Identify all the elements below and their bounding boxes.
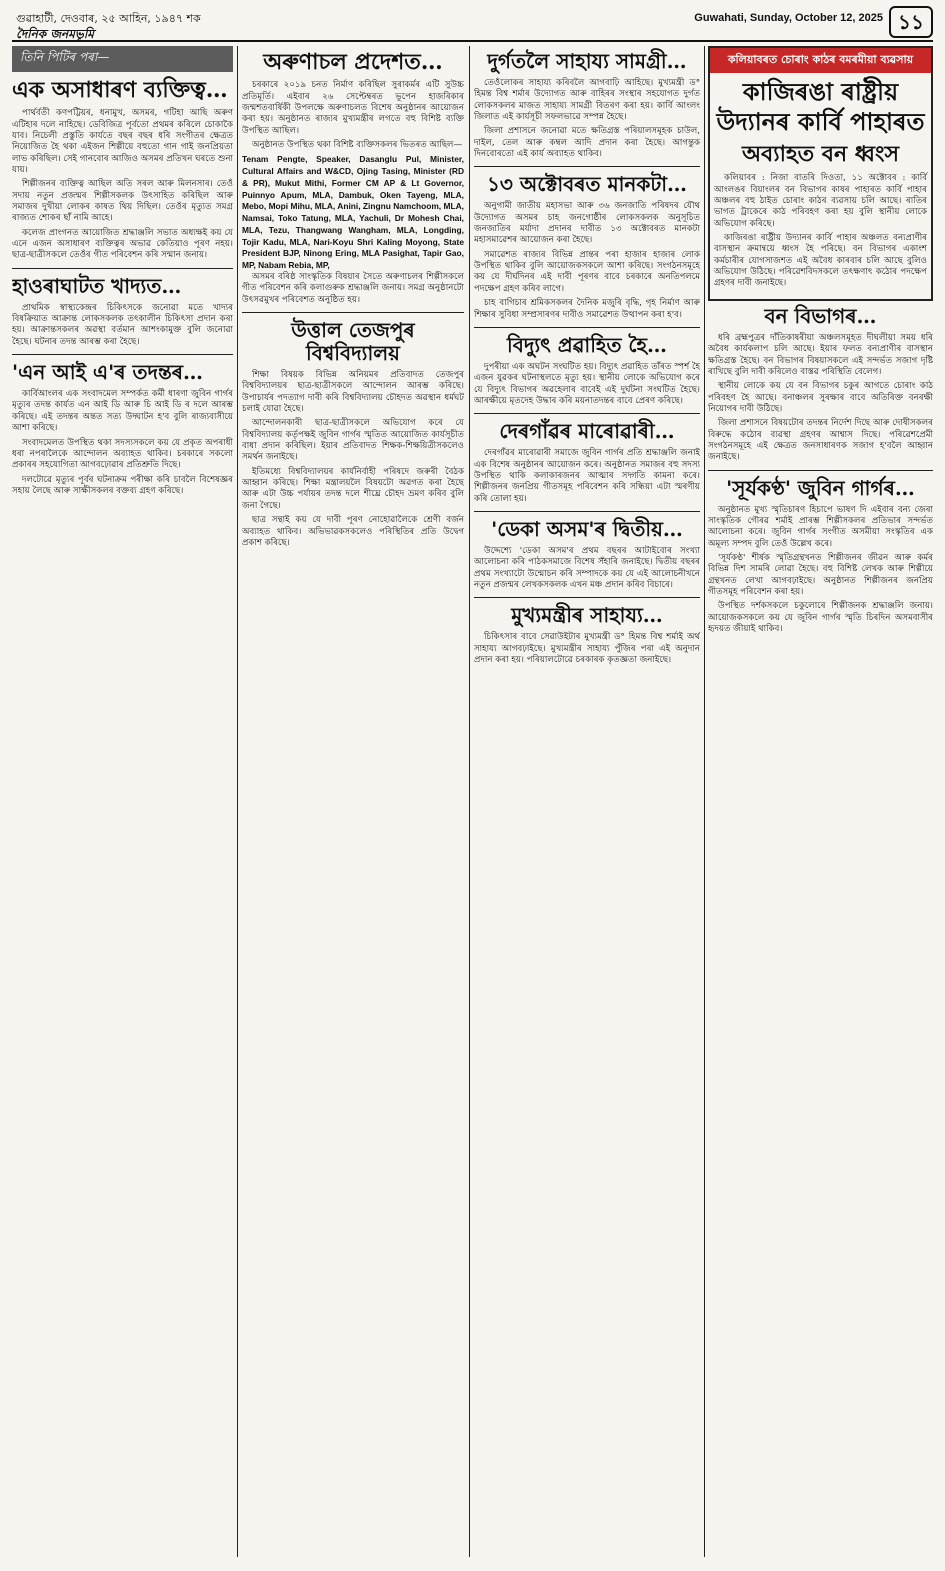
divider	[12, 354, 233, 355]
paragraph: প্ৰাথমিক স্বাস্থ্যকেন্দ্ৰৰ চিকিৎসকে জনোৱা মতে খাদ্যৰ বিষক্ৰিয়াত আক্ৰান্ত লোকসকলক তৎকালীন চিকিৎসা প্ৰদান কৰা হয়। আক্ৰান্তসকলৰ অৱস্থা বৰ্তমান আশংকামুক্ত বুলি জনোৱা হৈছে। ঘটনাৰ তদন্ত আৰম্ভ কৰা হৈছে।	[12, 302, 233, 347]
divider	[12, 268, 233, 269]
paragraph: দলটোৱে মৃত্যুৰ পূৰ্বৰ ঘটনাক্ৰম পৰীক্ষা কৰি চাবলৈ বিশেষজ্ঞৰ সহায় লৈছে আৰু সাক্ষীসকলৰ বক্তব্য গ্ৰহণ কৰিছে।	[12, 474, 233, 496]
paragraph: আন্দোলনকাৰী ছাত্ৰ-ছাত্ৰীসকলে অভিযোগ কৰে যে বিশ্ববিদ্যালয় কৰ্তৃপক্ষই জুবিন গাৰ্গৰ স্মৃতিত আয়োজিত কাৰ্যসূচীত বাধা প্ৰদান কৰিছিল। ইয়াৰ প্ৰতিবাদত শিক্ষক-শিক্ষয়িত্ৰীসকলেও সমৰ্থন জনাইছে।	[242, 418, 464, 463]
paragraph: কলিয়াবৰ : নিজা বাতৰি দিওতা, ১১ অক্টোবৰ : কাৰ্বি আংলঙৰ বিয়াংলৰ বন বিভাগৰ কাষৰ পাহাৰত কাৰ্বি পাহাৰ অঞ্চলৰ বহু ঠাইত চোৰাং কাঠৰ ব্যৱসায় চলি আছে। ৰাতিৰ ভাগত ট্ৰাকেৰে কাঠ পৰিবহণ কৰা হয় বুলি স্থানীয় লোকে অভিযোগ কৰিছে।	[714, 173, 927, 229]
paragraph: শিল্পীজনৰ ব্যক্তিত্ব আছিল অতি সৰল আৰু মিলনসাৰ। তেওঁ সদায় নতুন প্ৰজন্মৰ শিল্পীসকলক উৎসাহিত কৰিছিল আৰু সমাজৰ দুখীয়া লোকৰ কাষত থিয় দিছিল। তেওঁৰ মৃত্যুত সমগ্ৰ ৰাজ্যত শোকৰ ছাঁ নামি আহে।	[12, 179, 233, 224]
paragraph: উদ্দেশ্যে 'ডেকা অসম'ৰ প্ৰথম বছৰৰ আটাইবোৰ সংখ্যা আলোচনা কৰি পাঠকসমাজে বিশেষ সঁহাৰি জনাইছে। দ্বিতীয় বছৰৰ প্ৰথম সংখ্যাটো উন্মোচন কৰি সম্পাদকে কয় যে এই আলোচনীখনে নতুন প্ৰজন্মৰ লেখকসকলক এখন মঞ্চ প্ৰদান কৰিব বিচাৰে।	[474, 545, 700, 590]
paragraph: সমাৱেশত ৰাজ্যৰ বিভিন্ন প্ৰান্তৰ পৰা হাজাৰ হাজাৰ লোক উপস্থিত থাকিব বুলি আয়োজকসকলে আশা কৰিছে। সংগঠনসমূহে কয় যে দীৰ্ঘদিনৰ এই দাবী পূৰণৰ বাবে চৰকাৰে অনতিপলমে পদক্ষেপ গ্ৰহণ কৰিব লাগে।	[474, 249, 700, 294]
column-3	[474, 46, 700, 1557]
paragraph: কাৰ্বিআংলৰ এক সংবাদমেল সম্পৰ্কত কৰ্মী ধাৰণা জুবিন গাৰ্গৰ মৃত্যুৰ তদন্ত কাৰ্যত এন আই ডি আৰু চি আই ডি ৰ দলে আৰম্ভ কৰিছে। এই তদন্তৰ অন্তত সত্য উদ্ঘাটন হ'ব বুলি ৰাজ্যবাসীয়ে আশা কৰিছে।	[12, 389, 233, 434]
divider	[474, 597, 700, 598]
kicker: কলিয়াবৰত চোৰাং কাঠৰ বমৰমীয়া ব্যৱসায়	[710, 48, 931, 73]
article-body	[12, 108, 233, 261]
article-body	[474, 448, 700, 505]
paragraph: কলেজ প্ৰাংগনত আয়োজিত শ্ৰদ্ধাঞ্জলি সভাত অধ্যক্ষই কয় যে এনে এজন অসাধাৰণ ব্যক্তিত্বৰ অভাৱ কেতিয়াও পূৰণ নহয়। ছাত্ৰ-ছাত্ৰীসকলে তেওঁৰ গীত পৰিবেশন কৰি সন্মান জনায়।	[12, 227, 233, 261]
headline: দেৰগাঁৱৰ মাৰোৱাৰী…	[499, 419, 675, 444]
date-english: Guwahati, Sunday, October 12, 2025	[694, 12, 883, 24]
headline: ১৩ অক্টোবৰত মানকটা…	[486, 172, 688, 197]
paragraph: শিক্ষা বিষয়ক বিভিন্ন অনিয়মৰ প্ৰতিবাদত তেজপুৰ বিশ্ববিদ্যালয়ৰ ছাত্ৰ-ছাত্ৰীসকলে আন্দোলন আৰম্ভ কৰিছে। উপাচাৰ্যৰ পদত্যাগ দাবী কৰি বিশ্ববিদ্যালয় চৌহদত অৱস্থান ধৰ্মঘট চলাই যোৱা হৈছে।	[242, 370, 464, 415]
paragraph: চৰকাৰে ২০১৯ চনত নিৰ্মাণ কৰিছিল সুৰাকৰ্মৰ এটি সুউচ্চ প্ৰতিমূৰ্তি। এইবাৰ ২৬ সেপ্টেম্বৰত ভূপেন হাজৰিকাৰ জন্মশতবাৰ্ষিকী উপলক্ষে অৰুণাচলত বিশেষ অনুষ্ঠানৰ আয়োজন কৰা হয়। অনুষ্ঠানত ৰাজ্যৰ মুখ্যমন্ত্ৰীৰ লগতে বহু বিশিষ্ট ব্যক্তি উপস্থিত আছিল।	[242, 80, 464, 136]
headline: হাওৰাঘাটত খাদ্যত…	[12, 273, 182, 298]
headline: মুখ্যমন্ত্ৰীৰ সাহায্য…	[511, 603, 663, 628]
paragraph: 'সূৰ্যকণ্ঠ' শীৰ্ষক স্মৃতিগ্ৰন্থখনত শিল্পীজনৰ জীৱন আৰু কৰ্মৰ বিভিন্ন দিশ সামৰি লোৱা হৈছে। বহু বিশিষ্ট লেখক আৰু শিল্পীয়ে গ্ৰন্থখনত লেখা আগবঢ়াইছে। অনুষ্ঠানত শিল্পীজনৰ জনপ্ৰিয় গীতসমূহ পৰিবেশন কৰা হয়।	[708, 552, 933, 598]
headline: বিদ্যুৎ প্ৰৱাহিত হৈ…	[506, 332, 668, 357]
paragraph: ছাত্ৰ সন্থাই কয় যে দাবী পূৰণ নোহোৱালৈকে শ্ৰেণী বৰ্জন অব্যাহত থাকিব। অভিভাৱকসকলেও পৰিস্থিতিৰ প্ৰতি উদ্বেগ প্ৰকাশ কৰিছে।	[242, 515, 464, 548]
article-body	[12, 389, 233, 497]
headline: অৰুণাচল প্ৰদেশত…	[263, 49, 443, 75]
headline: 'ডেকা অসম'ৰ দ্বিতীয়…	[491, 516, 683, 541]
article-body	[474, 632, 700, 666]
paragraph: চিকিৎসাৰ বাবে সেৱাউইটাৰ মুখ্যমন্ত্ৰী ড° হিমন্ত বিশ্ব শৰ্মাই অৰ্থ সাহায্য আগবঢ়াইছে। মুখ্যমন্ত্ৰীৰ সাহায্য পুঁজিৰ পৰা এই অনুদান প্ৰদান কৰা হয়। পৰিয়ালটোৱে চৰকাৰক কৃতজ্ঞতা জনাইছে।	[474, 632, 700, 665]
headline: এক অসাধাৰণ ব্যক্তিত্ব…	[12, 77, 228, 103]
column-rule	[704, 46, 705, 1557]
column-rule	[237, 46, 238, 1557]
attendee-list: Tenam Pengte, Speaker, Dasanglu Pul, Minister, Cultural Affairs and W&CD, Ojing Tasing, Minister (RD & PR), Mukut Mithi, Former CM AP & Lt Governor, Puinnyo Apum, MLA, Dambuk, Oken Tayeng, MLA, Mebo, Mopi Mihu, MLA, Anini, Zingnu Namchoom, MLA, Namsai, Toko Tatung, MLA, Yachuli, Dr Mohesh Chai, MLA, Tezu, Thangwang Wangham, MLA, Longding, Tojir Kadu, MLA, Nari-Koyu Shri Kaling Moyong, State President BJP, Ninong Ering, MLA Pasighat, Tapir Gao, MP, Nabam Rebia, MP,	[242, 154, 464, 271]
lead-subheadline: অব্যাহত বন ধ্বংস	[741, 141, 900, 167]
paragraph: দেৰগাঁৱৰ মাৰোৱাৰী সমাজে জুবিন গাৰ্গৰ প্ৰতি শ্ৰদ্ধাঞ্জলি জনাই এক বিশেষ অনুষ্ঠানৰ আয়োজন কৰে। অনুষ্ঠানত সমাজৰ বহু সদস্য উপস্থিত থাকি কলাকাৰজনৰ আত্মাৰ সদ্গতি কামনা কৰে। শিল্পীজনৰ জনপ্ৰিয় গীতসমূহ পৰিবেশন কৰি সন্ধিয়া এটা স্মৰণীয় কৰি তোলা হয়।	[474, 448, 700, 504]
column-1	[12, 46, 233, 1557]
date-assamese: গুৱাহাটী, দেওবাৰ, ২৫ আহিন, ১৯৪৭ শক	[16, 12, 201, 25]
paragraph: কাজিৰঙা ৰাষ্ট্ৰীয় উদ্যানৰ কাৰ্বি পাহাৰ অঞ্চলত বন্যপ্ৰাণীৰ বাসস্থান ক্ৰমান্বয়ে ধ্বংস হৈ পৰিছে। বন বিভাগৰ একাংশ কৰ্মচাৰীৰ যোগসাজশত এই অবৈধ কাৰবাৰ চলি আছে বুলিও অভিযোগ উঠিছে। পৰিৱেশবিদসকলে তৎক্ষণাৎ কঠোৰ পদক্ষেপ গ্ৰহণৰ দাবী জনাইছে।	[714, 233, 927, 289]
article-body	[474, 546, 700, 591]
divider	[708, 470, 933, 471]
paragraph: অসমৰ বৰিষ্ঠ সাংস্কৃতিক বিষয়াৰ সৈতে অৰুণাচলৰ শিল্পীসকলে গীত পৰিবেশন কৰি কলাগুৰুক শ্ৰদ্ধাঞ্জলি জনায়। সমগ্ৰ অনুষ্ঠানটো উৎসৱমুখৰ পৰিবেশত অনুষ্ঠিত হয়।	[242, 272, 464, 305]
article-body	[474, 362, 700, 407]
article-body	[474, 78, 700, 160]
continued-strip: তিনি পিটিৰ পৰা—	[12, 46, 233, 72]
paragraph: অনুষ্ঠানত মুখ্য স্মৃতিচাৰণ হিচাপে ভাষণ দি এইবাৰ বন্য জেৰা সাংস্কৃতিক গৌৰৱ শৰ্মাই প্ৰাৰম্ভ শিল্পীসকলৰ প্ৰতিভাৰ সন্দৰ্ভত আলোচনা কৰে। জুবিন গাৰ্গৰ সংগীত অসমীয়া সংস্কৃতিৰ এক অমূল্য সম্পদ বুলি তেওঁ উল্লেখ কৰে।	[708, 504, 933, 549]
lead-headline: কাজিৰঙা ৰাষ্ট্ৰীয় উদ্যানৰ কাৰ্বি পাহাৰত	[716, 77, 925, 136]
paragraph: তেওঁলোকৰ সাহায্য কৰিবলৈ আগবাঢ়ি আহিছে। মুখ্যমন্ত্ৰী ড° হিমন্ত বিশ্ব শৰ্মাৰ উদ্যোগত আৰু বাহিৰৰ সংস্থাৰ সহযোগত দুৰ্গত লোকসকলৰ মাজত সাহায্য সামগ্ৰী বিতৰণ কৰা হয়। কাৰ্বি আংলং জিলাত এই কাৰ্যসূচী সফলভাৱে সম্পন্ন হৈছে।	[474, 78, 700, 123]
paragraph: সংবাদমেলত উপস্থিত থকা সদস্যসকলে কয় যে প্ৰকৃত অপৰাধী ধৰা নপৰালৈকে আন্দোলন অব্যাহত থাকিব। চৰকাৰে সকলো প্ৰকাৰৰ সহযোগিতা আগবঢ়োৱাৰ প্ৰতিশ্ৰুতি দিছে।	[12, 437, 233, 471]
masthead	[12, 6, 933, 42]
divider	[474, 413, 700, 414]
article-body	[242, 370, 464, 549]
paragraph: পাৰ্থৰ্বতী কণপট্টিয়ৰ, ধনামুখ, অসমৰ, গটিহা আছি অৰুণ এটিহাৰ দলে নাহিছে। ডেবিজিত্ৰ পূৰ্বতো প্ৰথমৰ কৰিলে চোকাকৈ যাব। নিচেলী প্ৰস্তুতি কাৰ্যতে বছৰ বছৰ ধৰি সংগীতৰ ক্ষেত্ৰত নিয়োজিত হৈ থকা এইজন শিল্পীয়ে বহুতো গান গাই জনপ্ৰিয়তা লাভ কৰিছিল। সেই গানবোৰ আজিও অসমৰ প্ৰতিখন ঘৰতে শুনা যায়।	[12, 108, 233, 176]
article-body	[474, 201, 700, 320]
headline: বন বিভাগৰ…	[764, 303, 877, 328]
headline: উত্তাল তেজপুৰ বিশ্ববিদ্যালয়	[291, 318, 415, 366]
paper-name: দৈনিক জনমভূমি	[16, 27, 94, 41]
divider	[474, 327, 700, 328]
paragraph: উপস্থিত দৰ্শকসকলে চকুলোৰে শিল্পীজনক শ্ৰদ্ধাঞ্জলি জনায়। আয়োজকসকলে কয় যে জুবিন গাৰ্গৰ স্মৃতি চিৰদিন অসমবাসীৰ হৃদয়ত জীয়াই থাকিব।	[708, 601, 933, 635]
paragraph: অনুষ্ঠানত উপস্থিত থকা বিশিষ্ট ব্যক্তিসকলৰ ভিতৰত আছিল—	[252, 140, 463, 151]
divider	[474, 511, 700, 512]
paragraph: জিলা প্ৰশাসনে বিষয়টোৰ তদন্তৰ নিৰ্দেশ দিছে আৰু দোষীসকলৰ বিৰুদ্ধে কঠোৰ ব্যৱস্থা গ্ৰহণৰ আশ্বাস দিছে। পৰিৱেশপ্ৰেমী সংগঠনসমূহে এই ক্ষেত্ৰত জনসাধাৰণক সজাগ হ'বলৈ আহ্বান জনাইছে।	[708, 418, 933, 463]
divider	[474, 166, 700, 167]
paragraph: অনুগামী জাতীয় মহাসভা আৰু ৩৬ জনজাতি পৰিষদৰ যৌথ উদ্যোগত অসমৰ চাহ জনগোষ্ঠীৰ লোকসকলক অনুসূচিত জনজাতিৰ মৰ্যাদা প্ৰদানৰ দাবীত ১৩ অক্টোবৰত মানকটা মহাসমাৱেশৰ আয়োজন কৰা হৈছে।	[474, 201, 700, 246]
paragraph: চাহ বাগিচাৰ শ্ৰমিকসকলৰ দৈনিক মজুৰি বৃদ্ধি, গৃহ নিৰ্মাণ আৰু শিক্ষাৰ সুবিধা সম্প্ৰসাৰণৰ দাবীও সমাৱেশত উত্থাপন কৰা হ'ব।	[474, 298, 700, 320]
article-body	[708, 333, 933, 464]
column-2	[242, 46, 464, 1557]
headline: 'এন আই এ'ৰ তদন্তৰ…	[12, 360, 204, 385]
headline: দুৰ্গতলৈ সাহায্য সামগ্ৰী…	[487, 49, 687, 73]
headline: 'সূৰ্যকণ্ঠ' জুবিন গাৰ্গৰ…	[726, 475, 915, 500]
paragraph: ইতিমধ্যে বিশ্ববিদ্যালয়ৰ কাৰ্যনিৰ্বাহী পৰিষদে জৰুৰী বৈঠক আহ্বান কৰিছে। শিক্ষা মন্ত্ৰালয়লৈ বিষয়টো অৱগত কৰা হৈছে আৰু এটা উচ্চ পৰ্যায়ৰ তদন্ত দলে শীঘ্ৰে চৌহদ ভ্ৰমণ কৰিব বুলি জনা গৈছে।	[242, 466, 464, 511]
column-4	[708, 46, 933, 1557]
divider	[242, 312, 464, 313]
article-body	[242, 272, 464, 306]
column-rule	[469, 46, 470, 1557]
page-number: ১১	[889, 6, 933, 38]
paragraph: দুপৰীয়া এক অঘটন সংঘটিত হয়। বিদ্যুৎ প্ৰৱাহিত তাঁৰত স্পৰ্শ হৈ এজন যুৱকৰ ঘটনাস্থলতে মৃত্যু হয়। স্থানীয় লোকে অভিযোগ কৰে যে বিদ্যুৎ বিভাগৰ অৱহেলাৰ বাবেই এই দুৰ্ঘটনা সংঘটিত হৈছে। আৰক্ষীয়ে মৃতদেহ উদ্ধাৰ কৰি ময়নাতদন্তৰ বাবে প্ৰেৰণ কৰিছে।	[474, 361, 700, 406]
article-body	[242, 80, 464, 151]
paragraph: ধৰি ব্ৰহ্মপুত্ৰৰ দাঁতিকাষৰীয়া অঞ্চলসমূহত দীঘলীয়া সময় ধৰি অবৈধ কাৰ্যকলাপ চলি আছে। ইয়াৰ ফলত বন্যপ্ৰাণীৰ বাসস্থান ক্ষতিগ্ৰস্ত হৈছে। বন বিভাগৰ বিষয়াসকলে এই সন্দৰ্ভত সজাগ দৃষ্টি ৰাখিছে বুলি দাবী কৰিলেও বাস্তৱ পৰিস্থিতি বেলেগ।	[708, 332, 933, 377]
article-body	[708, 505, 933, 636]
paragraph: জিলা প্ৰশাসনে জনোৱা মতে ক্ষতিগ্ৰস্ত পৰিয়ালসমূহক চাউল, দাইল, তেল আৰু কম্বল আদি প্ৰদান কৰা হৈছে। আগন্তুক দিনবোৰতো এই কাৰ্য অব্যাহত থাকিব।	[474, 126, 700, 160]
lead-story-box	[708, 46, 933, 301]
paragraph: স্থানীয় লোকে কয় যে বন বিভাগৰ চকুৰ আগতে চোৰাং কাঠ পৰিবহণ হৈ আছে। বনাঞ্চলৰ সুৰক্ষাৰ বাবে অতিৰিক্ত বনৰক্ষী নিয়োগৰ দাবী উঠিছে।	[708, 381, 933, 414]
article-body	[12, 303, 233, 348]
article-body	[714, 173, 927, 289]
